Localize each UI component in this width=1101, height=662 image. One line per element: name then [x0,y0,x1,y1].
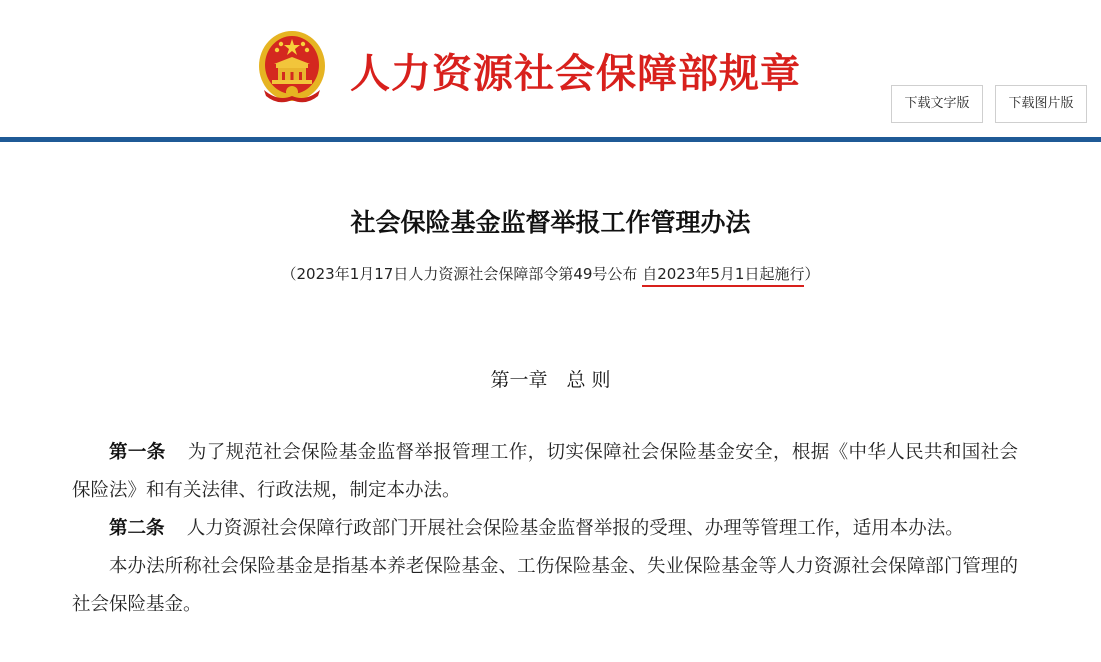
article-paragraph [72,434,1018,510]
site-header [0,0,1101,142]
article-paragraph [72,510,1018,548]
document-subtitle [0,263,1101,284]
download-text-version-button[interactable]: 下载文字版 [891,85,983,123]
subtitle-prefix: （2023年1月17日人力资源社会保障部令第49号公布 [281,265,643,283]
effective-date-marked: 自2023年5月1日起施行 [642,265,804,287]
subtitle-suffix: ） [804,265,820,283]
article-text: 为了规范社会保险基金监督举报管理工作，切实保障社会保险基金安全，根据《中华人民共和国社会保险法》和有关法律、行政法规，制定本办法。 [72,442,1018,501]
article-label: 第二条 [109,518,165,539]
article-label: 第一条 [109,442,166,463]
document-title: 社会保险基金监督举报工作管理办法 [350,208,751,237]
national-emblem-icon [258,30,326,104]
article-text: 本办法所称社会保险基金是指基本养老保险基金、工伤保险基金、失业保险基金等人力资源社会保障部门管理的社会保险基金。 [72,556,1018,615]
site-title: 人力资源社会保障部规章 [350,50,801,97]
document-body [72,434,1018,624]
article-text: 人力资源社会保障行政部门开展社会保险基金监督举报的受理、办理等管理工作，适用本办法。 [186,518,964,539]
download-image-version-button[interactable]: 下载图片版 [995,85,1087,123]
chapter-heading: 第一章 总 则 [490,369,611,391]
header-divider [0,137,1101,142]
article-paragraph [72,548,1018,624]
